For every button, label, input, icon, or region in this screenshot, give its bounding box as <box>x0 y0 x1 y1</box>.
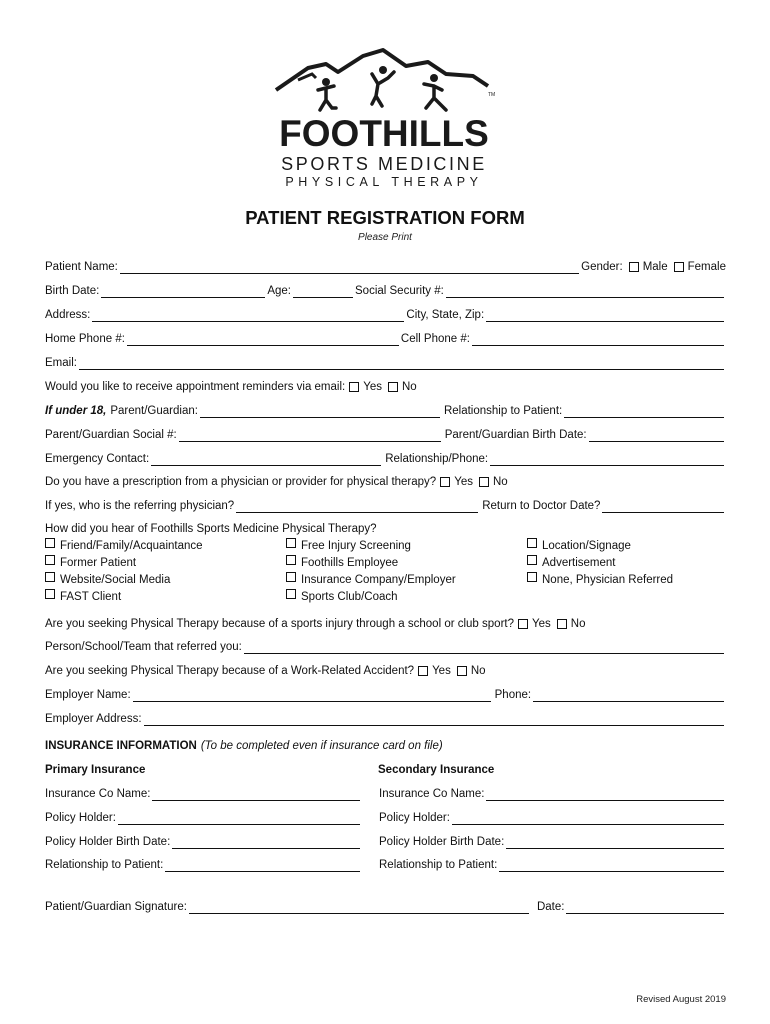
option-insurance-company[interactable]: Insurance Company/Employer <box>286 572 456 587</box>
employer-address-field[interactable] <box>144 714 724 726</box>
email-label: Email: <box>45 357 77 369</box>
age-field[interactable] <box>293 286 353 298</box>
relationship-phone-label: Relationship/Phone: <box>385 453 489 465</box>
relationship-to-patient-field[interactable] <box>564 406 724 418</box>
female-checkbox[interactable] <box>674 262 684 272</box>
date-field[interactable] <box>566 902 724 914</box>
primary-policy-holder-label: Policy Holder: <box>45 812 116 824</box>
employer-phone-label: Phone: <box>494 689 532 701</box>
primary-relationship-field[interactable] <box>165 860 360 872</box>
employer-phone-field[interactable] <box>533 690 724 702</box>
row-emergency <box>45 450 726 466</box>
emergency-contact-label: Emergency Contact: <box>45 453 150 465</box>
sports-injury-question: Are you seeking Physical Therapy because of a sports injury through a school or club sport? <box>45 618 514 630</box>
ssn-field[interactable] <box>446 286 724 298</box>
row-reminders <box>45 378 726 394</box>
parent-guardian-label: Parent/Guardian: <box>110 405 198 417</box>
secondary-policy-holder-bd-row <box>379 833 726 849</box>
work-no-checkbox[interactable] <box>457 666 467 676</box>
secondary-co-name-field[interactable] <box>486 789 724 801</box>
patient-name-label: Patient Name: <box>45 261 118 273</box>
row-sports-injury <box>45 615 726 631</box>
prescription-yes-checkbox[interactable] <box>440 477 450 487</box>
female-label: Female <box>687 261 726 273</box>
secondary-policy-holder-bd-field[interactable] <box>506 837 724 849</box>
svg-text:TM: TM <box>488 92 496 98</box>
row-person-school <box>45 638 726 654</box>
option-advertisement[interactable]: Advertisement <box>527 555 616 570</box>
logo-text-physical-therapy: PHYSICAL THERAPY <box>285 175 483 189</box>
parent-ssn-field[interactable] <box>179 430 441 442</box>
address-label: Address: <box>45 309 91 321</box>
primary-insurance-heading: Primary Insurance <box>45 764 146 776</box>
home-phone-label: Home Phone #: <box>45 333 125 345</box>
work-yes-checkbox[interactable] <box>418 666 428 676</box>
cell-phone-field[interactable] <box>472 334 724 346</box>
email-field[interactable] <box>79 358 724 370</box>
sports-no-checkbox[interactable] <box>557 619 567 629</box>
how-hear-question: How did you hear of Foothills Sports Medicine Physical Therapy? <box>45 523 377 535</box>
foothills-logo <box>268 46 500 196</box>
secondary-policy-holder-bd-label: Policy Holder Birth Date: <box>379 836 505 848</box>
secondary-relationship-label: Relationship to Patient: <box>379 859 498 871</box>
work-accident-question: Are you seeking Physical Therapy because of a Work-Related Accident? <box>45 665 415 677</box>
option-sports-club[interactable]: Sports Club/Coach <box>286 589 398 604</box>
option-foothills-employee[interactable]: Foothills Employee <box>286 555 398 570</box>
sports-yes-label: Yes <box>532 618 551 630</box>
parent-ssn-label: Parent/Guardian Social #: <box>45 429 177 441</box>
signature-label: Patient/Guardian Signature: <box>45 901 187 913</box>
checkbox[interactable] <box>45 589 55 599</box>
row-insurance-heading <box>45 737 726 753</box>
prescription-no-checkbox[interactable] <box>479 477 489 487</box>
age-label: Age: <box>267 285 291 297</box>
person-school-team-label: Person/School/Team that referred you: <box>45 641 242 653</box>
secondary-relationship-row <box>379 856 726 872</box>
return-to-doctor-label: Return to Doctor Date? <box>482 500 601 512</box>
row-employer-name <box>45 686 726 702</box>
employer-name-label: Employer Name: <box>45 689 131 701</box>
referring-physician-label: If yes, who is the referring physician? <box>45 500 235 512</box>
parent-birth-date-label: Parent/Guardian Birth Date: <box>444 429 587 441</box>
secondary-co-name-row <box>379 785 726 801</box>
logo-text-sports-medicine: SPORTS MEDICINE <box>281 154 487 174</box>
checkbox[interactable] <box>527 555 537 565</box>
primary-co-name-label: Insurance Co Name: <box>45 788 151 800</box>
primary-relationship-label: Relationship to Patient: <box>45 859 164 871</box>
row-address <box>45 306 726 322</box>
secondary-policy-holder-label: Policy Holder: <box>379 812 450 824</box>
prescription-no-label: No <box>492 476 508 488</box>
revision-note: Revised August 2019 <box>636 994 726 1005</box>
patient-name-field[interactable] <box>120 262 579 274</box>
checkbox[interactable] <box>45 572 55 582</box>
reminders-yes-checkbox[interactable] <box>349 382 359 392</box>
primary-policy-holder-bd-label: Policy Holder Birth Date: <box>45 836 171 848</box>
row-referring-physician <box>45 497 726 513</box>
parent-guardian-field[interactable] <box>200 406 440 418</box>
city-state-zip-label: City, State, Zip: <box>406 309 485 321</box>
checkbox[interactable] <box>286 538 296 548</box>
return-to-doctor-field[interactable] <box>602 501 724 513</box>
row-employer-address <box>45 710 726 726</box>
row-birth-date <box>45 282 726 298</box>
ssn-label: Social Security #: <box>355 285 444 297</box>
reminders-question: Would you like to receive appointment reminders via email: <box>45 381 346 393</box>
form-subtitle: Please Print <box>358 232 412 243</box>
row-phones <box>45 330 726 346</box>
row-work-accident <box>45 662 726 678</box>
row-patient-name <box>45 258 726 274</box>
referring-physician-field[interactable] <box>236 501 478 513</box>
date-label: Date: <box>536 901 565 913</box>
secondary-relationship-field[interactable] <box>499 860 724 872</box>
insurance-heading: INSURANCE INFORMATION <box>45 740 197 752</box>
secondary-co-name-label: Insurance Co Name: <box>379 788 485 800</box>
option-free-injury-screening[interactable]: Free Injury Screening <box>286 538 411 553</box>
option-friend-family[interactable]: Friend/Family/Acquaintance <box>45 538 203 553</box>
sports-yes-checkbox[interactable] <box>518 619 528 629</box>
option-fast-client[interactable]: FAST Client <box>45 589 121 604</box>
row-how-hear <box>45 520 726 536</box>
male-label: Male <box>642 261 668 273</box>
row-signature <box>45 898 726 914</box>
insurance-note: (To be completed even if insurance card on file) <box>200 740 443 752</box>
option-former-patient[interactable]: Former Patient <box>45 555 136 570</box>
emergency-contact-field[interactable] <box>151 454 381 466</box>
option-none-physician[interactable]: None, Physician Referred <box>527 572 673 587</box>
primary-policy-holder-bd-row <box>45 833 362 849</box>
person-school-team-field[interactable] <box>244 642 724 654</box>
city-state-zip-field[interactable] <box>486 310 724 322</box>
primary-relationship-row <box>45 856 362 872</box>
relationship-to-patient-label: Relationship to Patient: <box>443 405 563 417</box>
row-prescription <box>45 473 726 489</box>
logo-text-foothills: FOOTHILLS <box>279 113 489 154</box>
birth-date-label: Birth Date: <box>45 285 100 297</box>
secondary-insurance-heading: Secondary Insurance <box>378 764 495 776</box>
primary-policy-holder-field[interactable] <box>118 813 360 825</box>
option-location-signage[interactable]: Location/Signage <box>527 538 631 553</box>
reminders-no-checkbox[interactable] <box>388 382 398 392</box>
if-under-18-label: If under 18, <box>45 405 107 417</box>
male-checkbox[interactable] <box>629 262 639 272</box>
primary-policy-holder-row <box>45 809 362 825</box>
work-no-label: No <box>470 665 486 677</box>
row-parent-social <box>45 426 726 442</box>
cell-phone-label: Cell Phone #: <box>400 333 470 345</box>
checkbox[interactable] <box>286 589 296 599</box>
checkbox[interactable] <box>286 572 296 582</box>
option-website-social[interactable]: Website/Social Media <box>45 572 170 587</box>
primary-policy-holder-bd-field[interactable] <box>172 837 360 849</box>
reminders-yes-label: Yes <box>363 381 382 393</box>
prescription-yes-label: Yes <box>454 476 473 488</box>
mountain-figures-icon <box>268 46 500 116</box>
row-under-18 <box>45 402 726 418</box>
address-field[interactable] <box>92 310 404 322</box>
work-yes-label: Yes <box>432 665 451 677</box>
employer-address-label: Employer Address: <box>45 713 142 725</box>
home-phone-field[interactable] <box>127 334 399 346</box>
relationship-phone-field[interactable] <box>490 454 724 466</box>
form-title: PATIENT REGISTRATION FORM <box>245 207 525 228</box>
parent-birth-date-field[interactable] <box>589 430 724 442</box>
gender-label: Gender: <box>581 261 623 273</box>
secondary-policy-holder-row <box>379 809 726 825</box>
sports-no-label: No <box>570 618 586 630</box>
prescription-question: Do you have a prescription from a physician or provider for physical therapy? <box>45 476 437 488</box>
employer-name-field[interactable] <box>133 690 491 702</box>
checkbox[interactable] <box>527 538 537 548</box>
checkbox[interactable] <box>286 555 296 565</box>
signature-field[interactable] <box>189 902 529 914</box>
primary-co-name-row <box>45 785 362 801</box>
checkbox[interactable] <box>45 538 55 548</box>
primary-co-name-field[interactable] <box>152 789 360 801</box>
checkbox[interactable] <box>527 572 537 582</box>
reminders-no-label: No <box>401 381 417 393</box>
checkbox[interactable] <box>45 555 55 565</box>
secondary-policy-holder-field[interactable] <box>452 813 724 825</box>
row-email <box>45 354 726 370</box>
birth-date-field[interactable] <box>101 286 265 298</box>
